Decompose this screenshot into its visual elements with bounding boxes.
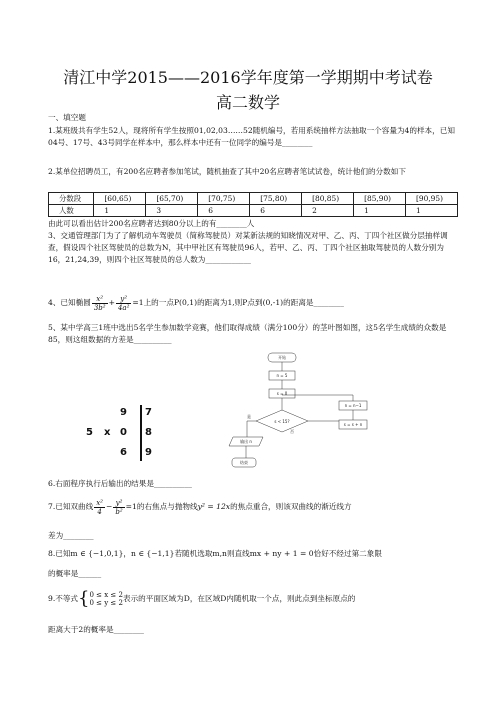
q4-num-2: y²: [116, 295, 131, 304]
q7-eq: =1: [125, 501, 137, 511]
leaf-left: 0: [120, 427, 127, 438]
question-9-line-2: 距离大于2的概率是________: [48, 625, 144, 634]
q7-num-1: x²: [96, 498, 103, 507]
flow-start: 开始: [278, 355, 286, 360]
question-6: 6.右面程序执行后输出的结果是__________: [48, 479, 192, 488]
question-8: 8.已知m ∈ {−1,0,1}，n ∈ {−1,1}若随机选取m,n则直线mx + ny + 1 = 0恰好不经过第二象限: [48, 549, 382, 558]
flowchart: [222, 350, 372, 472]
flow-condition: s < 15?: [274, 419, 290, 424]
flow-yes-label: 是: [247, 414, 251, 419]
table-cell: [75,80): [250, 193, 302, 205]
score-table: [48, 192, 458, 217]
question-1: 1.某班级共有学生52人，现将所有学生按照01,02,03……52随机编号，若用系统抽样方法抽取一个容量为4的样本，已知04号、17号、43号同学在样本中，那么样本中还有一位同学的编号是________: [48, 126, 455, 148]
table-cell: [90,95): [406, 193, 458, 205]
title-line-2: 高二数学: [215, 93, 280, 112]
q4-den-2: 4a²: [117, 303, 130, 312]
table-cell: 6: [250, 205, 302, 217]
question-2-tail: 由此可以看出估计200名应聘者达到80分以上的有________人: [48, 219, 255, 228]
question-7: 7.已知双曲线 $\frac{\text{x²}}{4}$ − $\frac{\text{y²}}{\text{b²}}$ =1 的右焦点与抛物线 y² = 12x 的焦点重合，则该双曲线的渐近线方: [48, 498, 352, 516]
question-2: 2.某单位招聘员工，有200名应聘者参加笔试，随机抽查了其中20名应聘者笔试试卷，统计他们的分数如下: [48, 167, 406, 176]
question-8-line-2: 的概率是______: [48, 569, 102, 578]
q7-parabola: y² = 12x: [197, 501, 231, 511]
section-heading: 一、填空题: [48, 113, 86, 122]
flow-no-label: 否: [290, 429, 294, 434]
q7-fraction-2: [113, 499, 124, 516]
flow-step-s: s = s + n: [343, 422, 363, 427]
table-row: [49, 193, 458, 205]
table-cell: 1: [354, 205, 406, 217]
q7-prefix: 7.已知双曲线: [48, 501, 94, 511]
question-4: 4、已知椭圆 $\frac{\text{x²}}{\text{3b²}}$ + $\frac{\text{y²}}{\text{4a²}}$ =1 上的一点P(0,1)的距离为1,则P点到(0,-1)的距离是________: [48, 294, 344, 312]
table-cell: [70,75): [198, 193, 250, 205]
q7-num-2: y²: [113, 499, 124, 508]
q9-ineq-2: 0 ≤ y ≤ 2: [89, 599, 123, 607]
table-cell: 人数: [49, 205, 94, 217]
leaf-left: x: [104, 427, 111, 438]
q9-ineq-1: 0 ≤ x ≤ 2: [89, 591, 123, 599]
leaf-left: 5: [86, 427, 93, 438]
question-3: 3、交通管理部门为了了解机动车驾驶员（简称驾驶员）对某新法规的知晓情况对甲、乙、丙、丁四个社区做分层抽样调查，假设四个社区驾驶员的总数为N，其中甲社区有驾驶员96人，若甲、乙、丙、丁四个社区抽取驾驶员的人数分别为16，21,24,39，则四个社区驾驶员的总人数为____________: [48, 231, 448, 265]
q7-mid: 的右焦点与抛物线: [136, 501, 198, 511]
q7-den-2: b²: [115, 507, 123, 516]
q9-brace: {: [78, 588, 90, 609]
q4-suffix: 上的一点P(0,1)的距离为1,则P点到(0,-1)的距离是________: [143, 297, 344, 307]
table-cell: 分数段: [49, 193, 94, 205]
table-cell: 1: [406, 205, 458, 217]
stem-leaf-plot: [80, 405, 180, 465]
question-9: [48, 586, 458, 612]
leaf-right: 9: [145, 447, 152, 458]
q9-suffix: 表示的平面区域为D，在区域D内随机取一个点，则此点到坐标原点的: [122, 593, 356, 603]
table-cell: [65,70): [146, 193, 198, 205]
q9-prefix: 9.不等式: [48, 593, 79, 603]
q9-system: [89, 591, 123, 607]
q7-den-1: 4: [97, 507, 102, 516]
table-cell: 6: [198, 205, 250, 217]
table-cell: [60,65): [94, 193, 146, 205]
q4-fraction-1: [92, 295, 108, 312]
leaf-right: 7: [145, 407, 152, 418]
table-cell: [85,90): [354, 193, 406, 205]
leaf-left: 6: [120, 447, 127, 458]
q4-fraction-2: [116, 295, 131, 312]
table-cell: 1: [94, 205, 146, 217]
leaf-right: 8: [145, 427, 152, 438]
q4-prefix: 4、已知椭圆: [48, 297, 91, 307]
q4-den-1: 3b²: [93, 303, 106, 312]
table-row: [49, 205, 458, 217]
flow-step-n: n = n−1: [344, 403, 362, 408]
flow-output: 输出 n: [240, 439, 252, 444]
table-cell: [80,85): [302, 193, 354, 205]
title-line-1: 清江中学2015——2016学年度第一学期期中考试卷: [63, 68, 433, 87]
q4-num-1: x²: [92, 295, 108, 304]
leaf-left: 9: [120, 407, 127, 418]
table-cell: 3: [146, 205, 198, 217]
flow-s-init: s = 0: [276, 391, 288, 396]
stem-divider: [140, 405, 142, 461]
question-5: 5、某中学高三1班中选出5名学生参加数学竞赛，他们取得成绩（满分100分）的茎叶图如图，这5名学生成绩的众数是85，则这组数据的方差是__________: [48, 323, 447, 345]
flow-n-init: n = 5: [276, 373, 288, 378]
table-cell: 2: [302, 205, 354, 217]
question-7-line-2: 差为________: [48, 531, 94, 540]
q7-fraction-1: [94, 499, 105, 516]
q4-eq: =1: [132, 297, 144, 307]
q7-suffix: 的焦点重合，则该双曲线的渐近线方: [230, 501, 352, 511]
flow-end: 结束: [240, 460, 248, 465]
